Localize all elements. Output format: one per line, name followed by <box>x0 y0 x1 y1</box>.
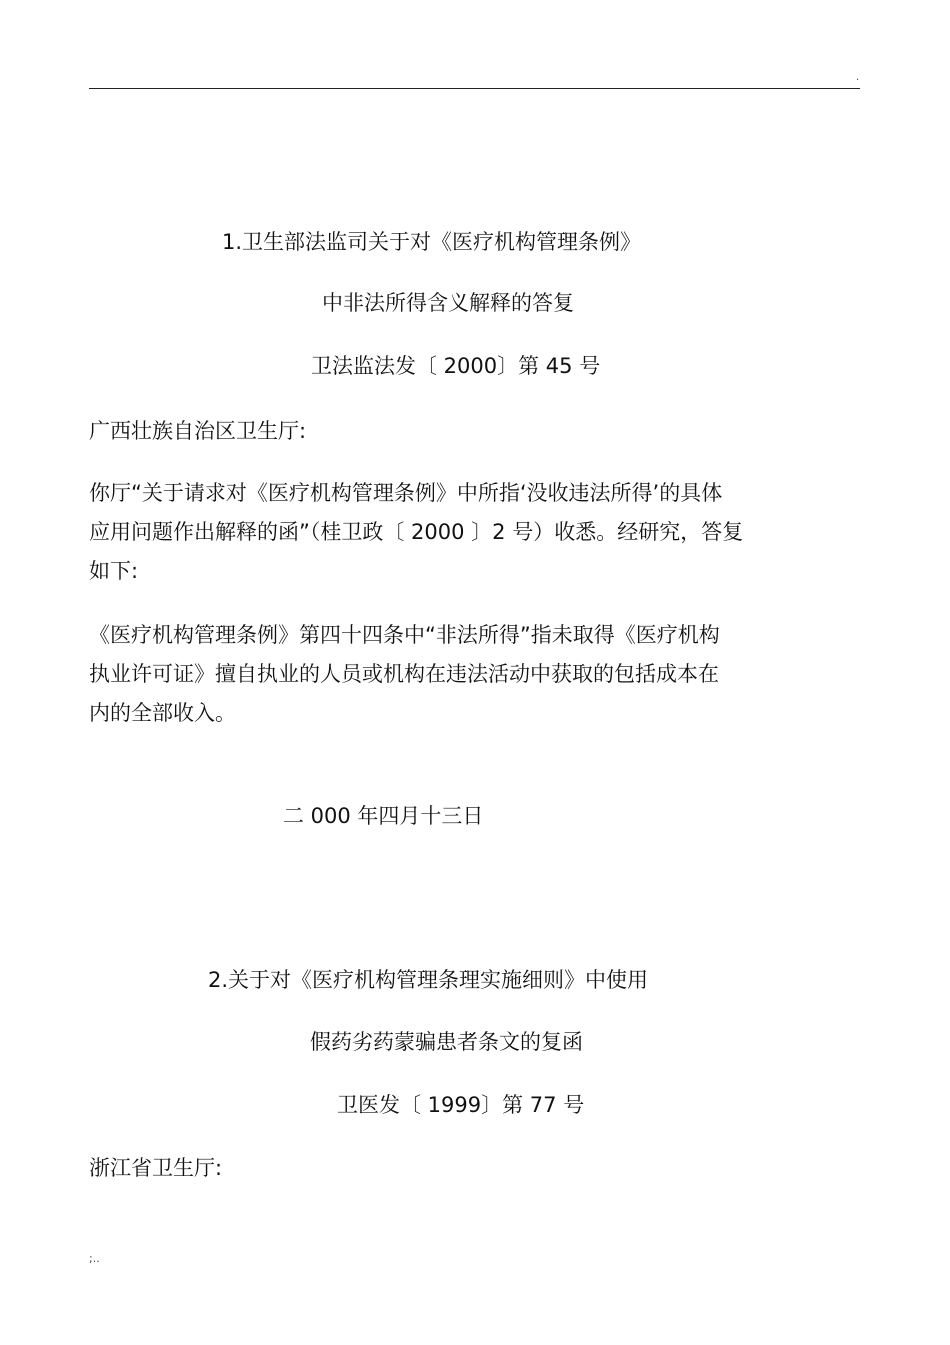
footer-mark: ;.. <box>89 1252 100 1265</box>
doc1-paragraph2-line3: 内的全部收入。 <box>89 701 236 725</box>
doc1-date: 二 000 年四月十三日 <box>283 804 484 828</box>
doc1-paragraph1-line2: 应用问题作出解释的函”（桂卫政〔 2000 〕2 号）收悉。经研究，答复 <box>89 520 744 544</box>
doc2-doc-number: 卫医发〔 1999〕第 77 号 <box>337 1093 585 1117</box>
header-mark: . <box>856 72 860 83</box>
doc1-title-line1: 1.卫生部法监司关于对《医疗机构管理条例》 <box>222 230 642 254</box>
doc1-paragraph2-line2: 执业许可证》擅自执业的人员或机构在违法活动中获取的包括成本在 <box>89 662 719 686</box>
doc2-title-line1: 2.关于对《医疗机构管理条理实施细则》中使用 <box>208 968 649 992</box>
doc1-paragraph1-line1: 你厅“关于请求对《医疗机构管理条例》中所指‘没收违法所得’的具体 <box>89 481 723 505</box>
doc1-doc-number: 卫法监法发〔 2000〕第 45 号 <box>311 354 601 378</box>
doc1-paragraph1-line3: 如下: <box>89 559 139 583</box>
doc1-addressee: 广西壮族自治区卫生厅: <box>89 419 307 443</box>
doc1-title-line2: 中非法所得含义解释的答复 <box>322 291 574 315</box>
doc1-paragraph2-line1: 《医疗机构管理条例》第四十四条中“非法所得”指未取得《医疗机构 <box>89 623 720 647</box>
header-rule <box>89 88 860 89</box>
doc2-title-line2: 假药劣药蒙骗患者条文的复函 <box>310 1030 583 1054</box>
doc2-addressee: 浙江省卫生厅: <box>89 1156 223 1180</box>
